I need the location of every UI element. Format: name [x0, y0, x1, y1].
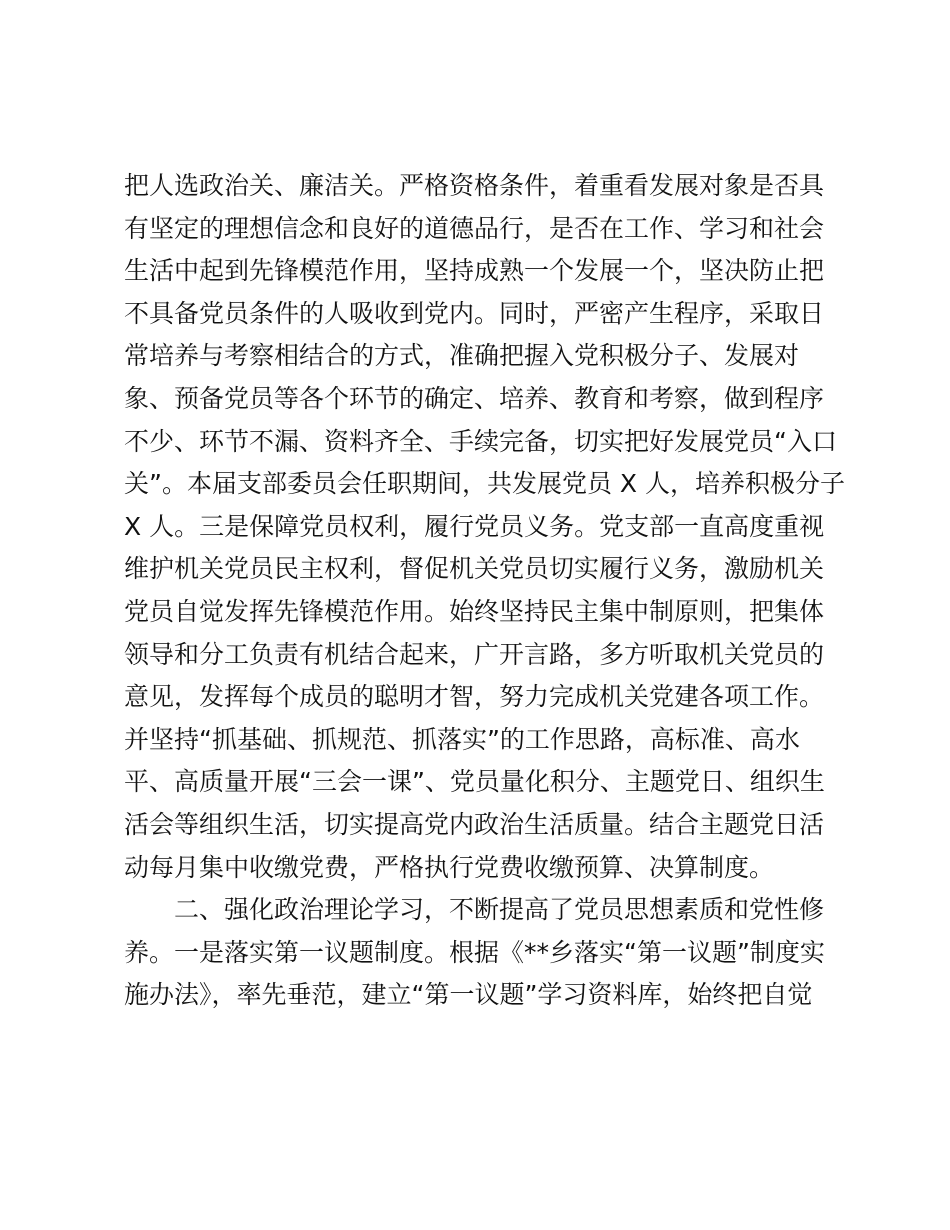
- text-line: 养。一是落实第一议题制度。根据《**乡落实“第一议题”制度实: [124, 937, 825, 967]
- paragraph-heading-line: 二、强化政治理论学习，不断提高了党员思想素质和党性修: [174, 895, 825, 925]
- text-line: X 人。三是保障党员权利，履行党员义务。党支部一直高度重视: [124, 511, 825, 541]
- text-line: 施办法》，率先垂范，建立“第一议题”学习资料库，始终把自觉: [124, 980, 813, 1010]
- text-line: 动每月集中收缴党费，严格执行党费收缴预算、决算制度。: [124, 852, 775, 882]
- text-line: 有坚定的理想信念和良好的道德品行，是否在工作、学习和社会: [124, 213, 825, 243]
- text-line: 党员自觉发挥先锋模范作用。始终坚持民主集中制原则，把集体: [124, 596, 825, 626]
- text-line: 活会等组织生活，切实提高党内政治生活质量。结合主题党日活: [124, 809, 825, 839]
- text-line: 不具备党员条件的人吸收到党内。同时，严密产生程序，采取日: [124, 298, 825, 328]
- text-line: 平、高质量开展“三会一课”、党员量化积分、主题党日、组织生: [124, 767, 825, 797]
- body-text: [124, 165, 844, 1017]
- text-line: 维护机关党员民主权利，督促机关党员切实履行义务，激励机关: [124, 554, 825, 584]
- text-line: 关”。本届支部委员会任职期间，共发展党员 X 人，培养积极分子: [124, 469, 845, 499]
- text-line: 领导和分工负责有机结合起来，广开言路，多方听取机关党员的: [124, 639, 825, 669]
- text-line: 并坚持“抓基础、抓规范、抓落实”的工作思路，高标准、高水: [124, 724, 800, 754]
- text-line: 意见，发挥每个成员的聪明才智，努力完成机关党建各项工作。: [124, 682, 825, 712]
- text-line: 把人选政治关、廉洁关。严格资格条件，着重看发展对象是否具: [124, 171, 825, 200]
- text-line: 生活中起到先锋模范作用，坚持成熟一个发展一个，坚决防止把: [124, 256, 825, 286]
- text-line: 不少、环节不漏、资料齐全、手续完备，切实把好发展党员“入口: [124, 426, 837, 456]
- text-line: 常培养与考察相结合的方式，准确把握入党积极分子、发展对: [124, 341, 800, 371]
- text-line: 象、预备党员等各个环节的确定、培养、教育和考察，做到程序: [124, 383, 825, 413]
